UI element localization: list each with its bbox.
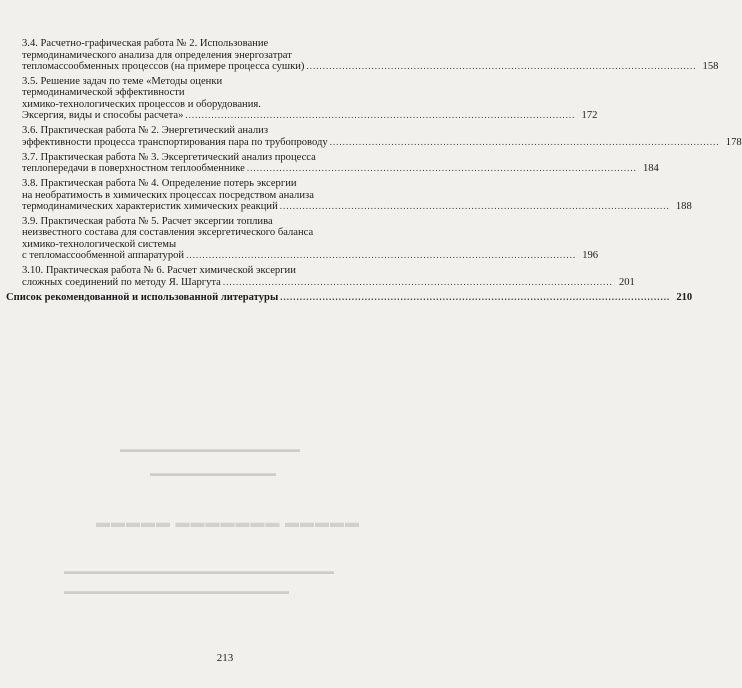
toc-entry[interactable] [22,151,659,175]
toc-entry-line: химико-технологической системы [22,238,177,250]
table-of-contents [0,38,742,307]
toc-page-number: 201 [618,276,635,288]
toc-page-number: 184 [642,163,659,175]
toc-entry-last-line: с тепломассообменной аппаратурой [22,250,185,262]
toc-entry-line: 3.7. Практическая работа № 3. Эксергетический анализ процесса [22,151,316,163]
dot-leader: ........................................................................................................................ [246,163,637,174]
toc-entry[interactable] [22,215,599,262]
toc-entry-line: 3.5. Решение задач по теме «Методы оценки [22,75,223,87]
toc-page-number: 196 [582,250,599,262]
toc-entry-last-line: термодинамических характеристик химических реакций [22,201,278,213]
show-through-text: ▬▬▬▬▬▬▬▬▬▬▬▬▬▬▬▬▬▬▬▬▬▬▬▬▬▬▬▬▬▬ [64,566,334,576]
toc-entry-last-line: тепломассообменных процессов (на примере процесса сушки) [22,61,305,72]
toc-entry-bibliography[interactable] [6,291,693,304]
toc-entry-last-line: Список рекомендованной и использованной литературы [6,291,279,303]
toc-entry[interactable] [22,178,692,213]
toc-entry-last-line: сложных соединений по методу Я. Шаргута [22,276,221,288]
toc-entry-line: на необратимость в химических процессах посредством анализа [22,189,314,201]
toc-entry-line: 3.6. Практическая работа № 2. Энергетический анализ [22,125,269,137]
dot-leader: ........................................................................................................................ [306,61,697,71]
toc-entry[interactable] [22,75,598,122]
dot-leader: ........................................................................................................................ [186,250,577,261]
toc-entry-last-line: эффективности процесса транспортирования пара по трубопроводу [22,136,328,148]
toc-entry-line: 3.8. Практическая работа № 4. Определение потерь эксергии [22,178,297,190]
toc-entry-line: химико-технологических процессов и оборудования. [22,98,261,110]
page-number: 213 [216,652,234,664]
toc-page-number: 188 [675,201,692,213]
toc-entry[interactable] [22,125,742,148]
show-through-text: ▬▬▬▬▬ ▬▬▬▬▬▬▬ ▬▬▬▬▬ [96,516,360,531]
toc-entry-last-line: теплопередачи в поверхностном теплообменнике [22,163,245,175]
toc-entry-last-line: Эксергия, виды и способы расчета» [22,110,184,122]
show-through-text: ▬▬▬▬▬▬▬▬▬▬▬▬▬▬ [150,468,276,478]
toc-entry[interactable] [22,38,719,73]
dot-leader: ........................................................................................................................ [222,276,613,287]
show-through-text: ▬▬▬▬▬▬▬▬▬▬▬▬▬▬▬▬▬▬▬▬ [120,444,300,454]
toc-entry-line: термодинамического анализа для определения энергозатрат [22,49,292,61]
toc-entry-line: термодинамической эффективности [22,87,185,99]
toc-page-number: 158 [702,61,719,72]
toc-entry-line: 3.4. Расчетно-графическая работа № 2. Использование [22,38,269,49]
show-through-text: ▬▬▬▬▬▬▬▬▬▬▬▬▬▬▬▬▬▬▬▬▬▬▬▬▬ [64,586,289,596]
toc-page-number: 172 [581,110,598,122]
toc-entry-line: 3.9. Практическая работа № 5. Расчет эксергии топлива [22,215,273,227]
dot-leader: ........................................................................................................................ [280,291,671,302]
toc-page-number: 210 [676,291,693,303]
dot-leader: ........................................................................................................................ [329,136,720,147]
toc-entry[interactable] [22,265,635,288]
dot-leader: ........................................................................................................................ [279,201,670,212]
toc-page-number: 178 [725,136,742,148]
toc-entry-line: 3.10. Практическая работа № 6. Расчет химической эксергии [22,265,296,277]
toc-entry-line: неизвестного состава для составления эксергетического баланса [22,227,314,239]
dot-leader: ........................................................................................................................ [185,110,576,121]
